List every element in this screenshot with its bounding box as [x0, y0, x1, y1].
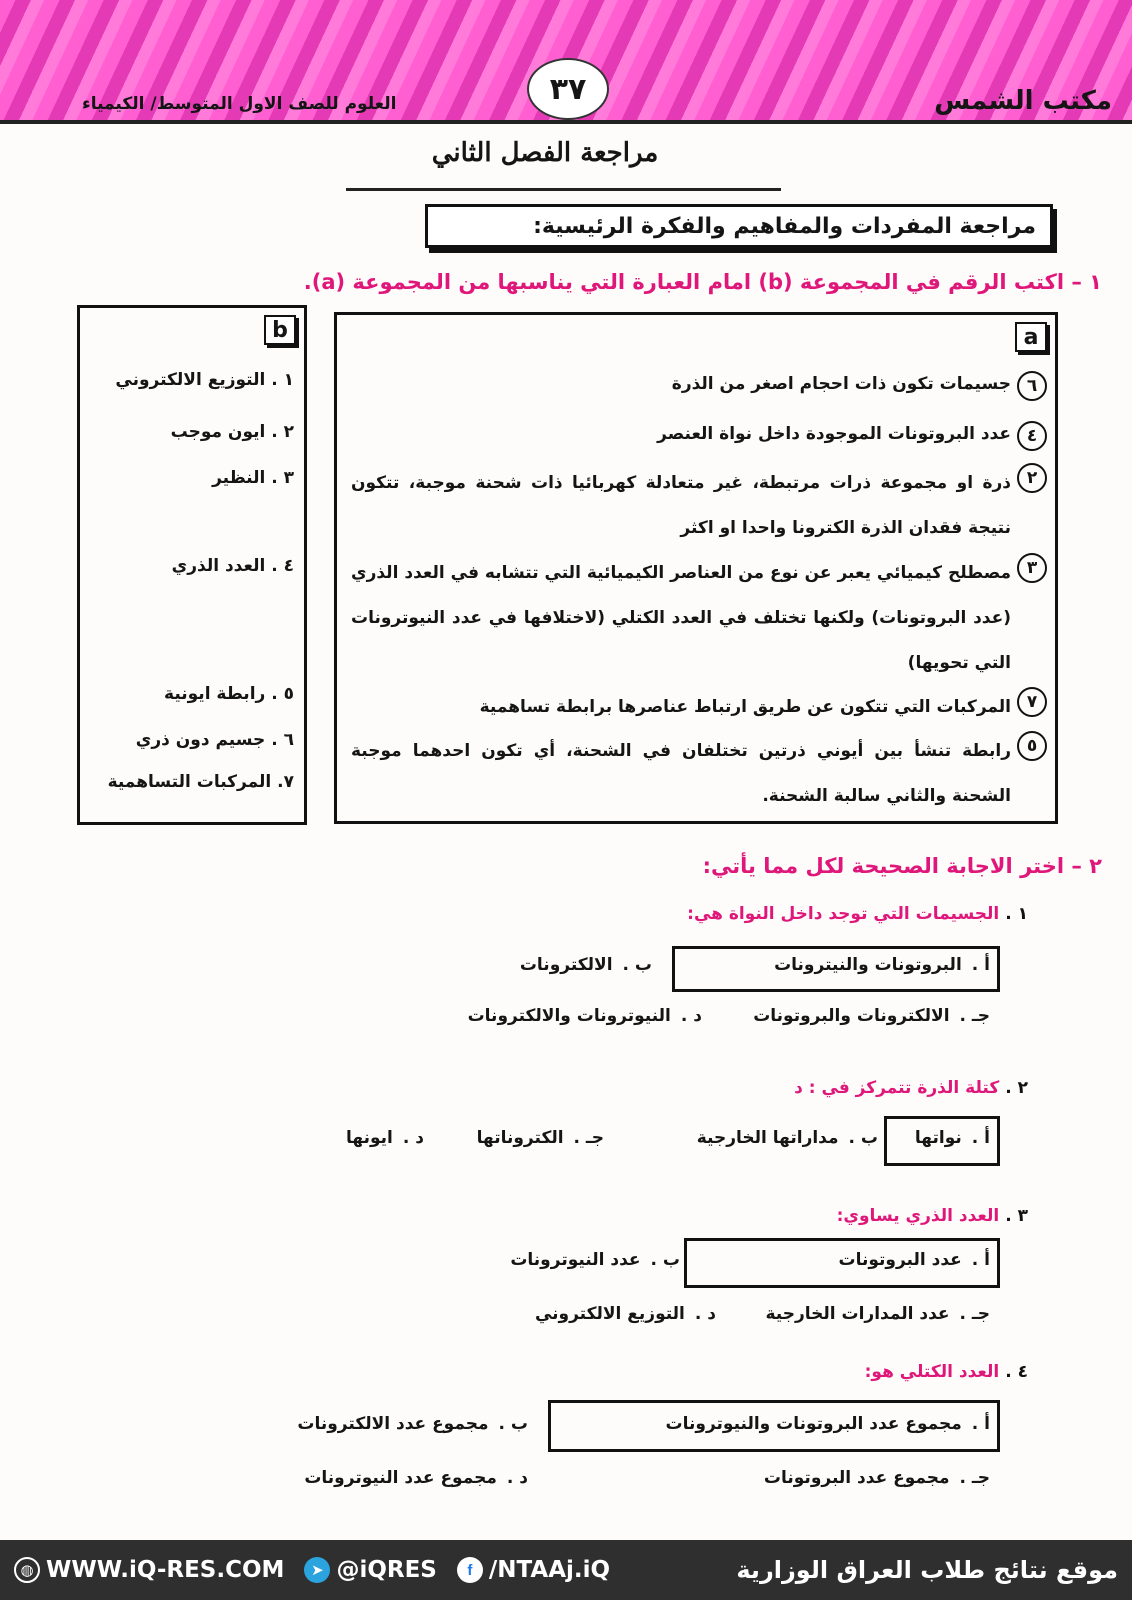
group-a-item	[347, 461, 1047, 551]
mc-option	[520, 955, 652, 975]
option-letter: أ .	[971, 1250, 990, 1270]
answer-circle: ٥	[1017, 731, 1047, 761]
mc-option	[764, 1468, 990, 1488]
option-letter: د .	[680, 1006, 702, 1026]
option-text: عدد البروتونات	[838, 1250, 962, 1270]
mc-option	[346, 1128, 424, 1148]
chapter-title: مراجعة الفصل الثاني	[431, 138, 659, 168]
header-divider	[0, 120, 1132, 124]
option-letter: جـ .	[959, 1468, 990, 1488]
option-letter: ب .	[848, 1128, 878, 1148]
group-a-text: ذرة او مجموعة ذرات مرتبطة، غير متعادلة كهربائيا ذات شحنة موجبة، تتكون نتيجة فقدان الذرة الكترونا واحدا او اكثر	[351, 473, 1011, 538]
publisher-name: مكتب الشمس	[934, 86, 1112, 116]
answer-circle: ٦	[1017, 371, 1047, 401]
option-text: التوزيع الالكتروني	[534, 1304, 685, 1324]
group-b-tag: b	[264, 315, 296, 345]
mc-question-number: ٣ .	[1005, 1206, 1028, 1226]
section-title: مراجعة المفردات والمفاهيم والفكرة الرئيسية:	[533, 213, 1036, 239]
option-letter: د .	[694, 1304, 716, 1324]
group-b-item: ٧. المركبات التساهمية	[107, 772, 294, 792]
option-text: الالكترونات والبروتونات	[753, 1006, 950, 1026]
group-a-text: مصطلح كيميائي يعبر عن نوع من العناصر الكيميائية التي تتشابه في العدد الذري (عدد البروتونات) ولكنها تختلف في العدد الكتلي (لاختلافها في عدد النيوترونات التي تحويها)	[351, 563, 1011, 673]
option-text: البروتونات والنيترونات	[774, 955, 962, 975]
option-letter: أ .	[971, 955, 990, 975]
mc-option	[774, 955, 990, 975]
option-letter: جـ .	[959, 1006, 990, 1026]
option-letter: د .	[402, 1128, 424, 1148]
option-text: الكتروناتها	[476, 1128, 564, 1148]
group-b-box	[77, 305, 307, 825]
group-a-text: رابطة تنشأ بين أيوني ذرتين تختلفان في الشحنة، أي تكون احدهما موجبة الشحنة والثاني سالبة الشحنة.	[351, 741, 1011, 806]
question1-heading: ١ – اكتب الرقم في المجموعة (b) امام العبارة التي يناسبها من المجموعة (a).	[303, 270, 1102, 294]
telegram-link[interactable]	[304, 1557, 436, 1583]
option-text: الالكترونات	[519, 955, 613, 975]
mc-question-number: ٤ .	[1005, 1362, 1028, 1382]
option-text: النيوترونات والالكترونات	[467, 1006, 671, 1026]
mc-option	[839, 1250, 990, 1270]
mc-option	[535, 1304, 716, 1324]
mc-question-number: ٢ .	[1005, 1078, 1028, 1098]
facebook-link[interactable]	[457, 1557, 610, 1583]
mc-question-number: ١ .	[1005, 904, 1028, 924]
option-text: مجموع عدد البروتونات	[763, 1468, 950, 1488]
group-b-item: ٦ . جسيم دون ذري	[135, 730, 294, 750]
mc-option	[477, 1128, 604, 1148]
option-letter: جـ .	[573, 1128, 604, 1148]
mc-question	[794, 1078, 1028, 1098]
facebook-icon: f	[457, 1557, 483, 1583]
answer-circle: ٢	[1017, 463, 1047, 493]
mc-question-text: الجسيمات التي توجد داخل النواة هي:	[687, 904, 1000, 924]
mc-option	[304, 1468, 528, 1488]
section-title-box	[425, 204, 1053, 248]
footer-site-name: موقع نتائج طلاب العراق الوزارية	[736, 1556, 1118, 1584]
group-a-tag: a	[1015, 322, 1047, 352]
website-link[interactable]	[14, 1557, 284, 1583]
answer-circle: ٣	[1017, 553, 1047, 583]
option-text: نواتها	[914, 1128, 962, 1148]
answer-circle: ٧	[1017, 687, 1047, 717]
facebook-text: /NTAAj.iQ	[488, 1557, 611, 1583]
title-underline	[346, 188, 781, 191]
option-text: مجموع عدد النيوترونات	[304, 1468, 497, 1488]
mc-option	[765, 1304, 990, 1324]
group-a-text: المركبات التي تتكون عن طريق ارتباط عناصرها برابطة تساهمية	[479, 697, 1011, 717]
group-a-item	[347, 419, 1047, 451]
group-b-item: ٥ . رابطة ايونية	[164, 684, 294, 704]
mc-option	[915, 1128, 990, 1148]
option-text: عدد النيوترونات	[510, 1250, 641, 1270]
mc-option	[697, 1128, 878, 1148]
group-a-item	[347, 369, 1047, 401]
group-a-item	[347, 551, 1047, 686]
footer-bar	[0, 1540, 1132, 1600]
mc-question	[687, 904, 1028, 924]
option-text: مداراتها الخارجية	[696, 1128, 839, 1148]
group-a-item	[347, 729, 1047, 819]
page-number: ٣٧	[527, 58, 609, 120]
mc-option	[510, 1250, 680, 1270]
mc-question-text: العدد الذري يساوي:	[836, 1206, 1000, 1226]
group-a-text: جسيمات تكون ذات احجام اصغر من الذرة	[671, 374, 1011, 394]
mc-option	[753, 1006, 990, 1026]
mc-question	[865, 1362, 1028, 1382]
option-text: مجموع عدد البروتونات والنيوترونات	[665, 1414, 962, 1434]
option-letter: ب .	[650, 1250, 680, 1270]
group-b-item: ٣ . النظير	[212, 468, 294, 488]
option-letter: أ .	[971, 1128, 990, 1148]
option-text: ايونها	[346, 1128, 393, 1148]
question2-heading: ٢ – اختر الاجابة الصحيحة لكل مما يأتي:	[702, 854, 1102, 878]
option-letter: جـ .	[959, 1304, 990, 1324]
answer-circle: ٤	[1017, 421, 1047, 451]
group-b-item: ١ . التوزيع الالكتروني	[115, 370, 294, 390]
website-text: WWW.iQ-RES.COM	[46, 1557, 285, 1583]
mc-option	[468, 1006, 702, 1026]
option-letter: ب .	[622, 955, 652, 975]
group-a-item	[347, 685, 1047, 730]
mc-question-text: كتلة الذرة تتمركز في : د	[794, 1078, 1000, 1098]
option-text: مجموع عدد الالكترونات	[297, 1414, 489, 1434]
group-a-box	[334, 312, 1058, 824]
mc-option	[666, 1414, 990, 1434]
mc-option	[297, 1414, 528, 1434]
option-letter: د .	[506, 1468, 528, 1488]
footer-links	[14, 1557, 610, 1583]
group-b-item: ٢ . ايون موجب	[170, 422, 294, 442]
globe-icon: ◍	[14, 1557, 40, 1583]
option-letter: أ .	[971, 1414, 990, 1434]
telegram-icon: ➤	[304, 1557, 330, 1583]
telegram-text: @iQRES	[336, 1557, 437, 1583]
option-letter: ب .	[498, 1414, 528, 1434]
mc-question	[837, 1206, 1028, 1226]
option-text: عدد المدارات الخارجية	[765, 1304, 950, 1324]
group-b-item: ٤ . العدد الذري	[171, 556, 294, 576]
group-a-text: عدد البروتونات الموجودة داخل نواة العنصر	[657, 424, 1011, 444]
mc-question-text: العدد الكتلي هو:	[864, 1362, 1000, 1382]
subject-label: العلوم للصف الاول المتوسط/ الكيمياء	[82, 94, 397, 114]
